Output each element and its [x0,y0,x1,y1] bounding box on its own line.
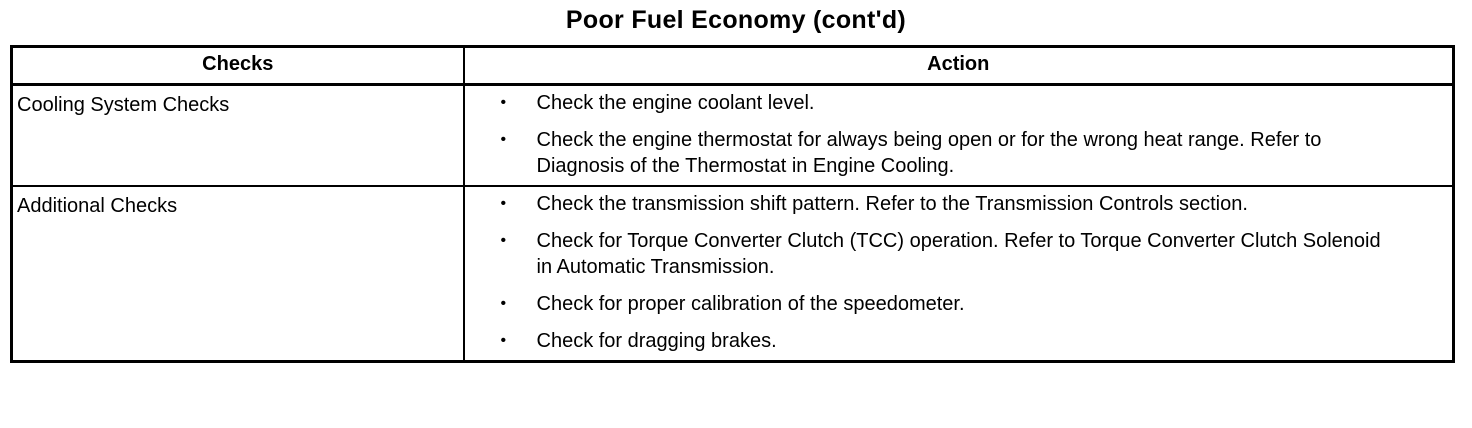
action-item [501,328,1393,354]
table-row-additional [12,186,1454,362]
bullet-icon: • [500,195,507,212]
checks-table [10,45,1455,363]
bullet-icon: • [500,332,507,349]
column-header-checks: Checks [12,47,464,85]
bullet-icon: • [500,131,507,148]
action-item [501,127,1393,179]
bullet-icon: • [500,94,507,111]
action-item [501,90,1393,116]
column-header-action: Action [464,47,1454,85]
action-cell [464,85,1454,187]
action-text: Check for Torque Converter Clutch (TCC) operation. Refer to Torque Converter Clutch Solenoid in Automatic Transmission. [536,230,1381,278]
action-text: Check for proper calibration of the speedometer. [536,293,965,315]
action-text: Check for dragging brakes. [536,330,777,352]
bullet-icon: • [500,232,507,249]
action-list [501,191,1393,354]
table-row-cooling-system [12,85,1454,187]
action-text: Check the transmission shift pattern. Refer to the Transmission Controls section. [536,193,1248,215]
header-row [12,47,1454,85]
page-title: Poor Fuel Economy (cont'd) [565,6,907,34]
action-text: Check the engine thermostat for always being open or for the wrong heat range. Refer to Diagnosis of the Thermostat in Engine Cooling. [536,129,1322,177]
action-item [501,291,1393,317]
check-name-cell: Cooling System Checks [12,85,464,187]
action-list [501,90,1393,179]
action-item [501,191,1393,217]
action-text: Check the engine coolant level. [536,92,815,114]
check-name-cell: Additional Checks [12,186,464,362]
bullet-icon: • [500,295,507,312]
action-item [501,228,1393,280]
action-cell [464,186,1454,362]
